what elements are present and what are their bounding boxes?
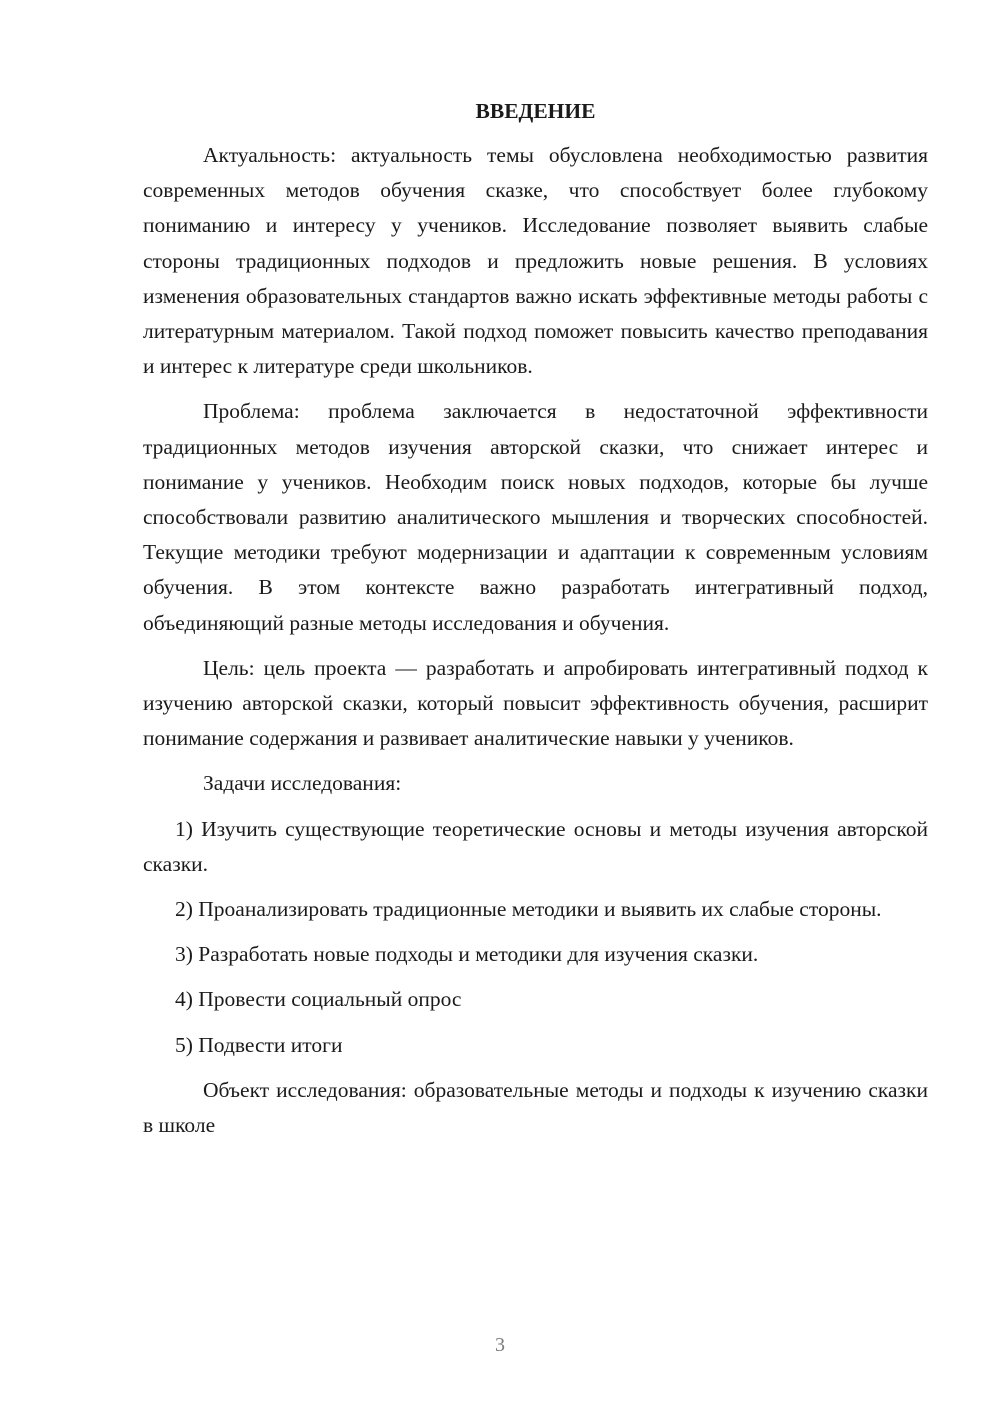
page-number: 3	[495, 1334, 505, 1356]
document-page	[143, 96, 928, 1153]
task-item-3: 3) Разработать новые подходы и методики для изучения сказки.	[175, 942, 759, 967]
task-item-2: 2) Проанализировать традиционные методики и выявить их слабые стороны.	[175, 897, 882, 922]
tasks-heading: Задачи исследования:	[203, 771, 402, 796]
paragraph-relevance: Актуальность: актуальность темы обусловлена необходимостью развития современных методов обучения сказке, что способствует более глубокому пониманию и интересу у учеников. Исследование позволяет выявить слабые стороны традиционных подходов и предложить новые решения. В условиях изменения образовательных стандартов важно искать эффективные методы работы с литературным материалом. Такой подход поможет повысить качество преподавания и интерес к литературе среди школьников.	[143, 143, 928, 379]
paragraph-goal: Цель: цель проекта — разработать и апробировать интегративный подход к изучению авторской сказки, который повысит эффективность обучения, расширит понимание содержания и развивает аналитические навыки у учеников.	[143, 655, 928, 751]
task-item-4: 4) Провести социальный опрос	[175, 987, 462, 1012]
paragraph-problem: Проблема: проблема заключается в недостаточной эффективности традиционных методов изучения авторской сказки, что снижает интерес и понимание у учеников. Необходим поиск новых подходов, которые бы лучше способствовали развитию аналитического мышления и творческих способностей. Текущие методики требуют модернизации и адаптации к современным условиям обучения. В этом контексте важно разработать интегративный подход, объединяющий разные методы исследования и обучения.	[143, 399, 928, 635]
task-item-1: 1) Изучить существующие теоретические основы и методы изучения авторской сказки.	[143, 816, 928, 876]
task-item-5: 5) Подвести итоги	[175, 1032, 343, 1057]
paragraph-object: Объект исследования: образовательные методы и подходы к изучению сказки в школе	[143, 1077, 928, 1138]
page-title: ВВЕДЕНИЕ	[475, 99, 596, 123]
